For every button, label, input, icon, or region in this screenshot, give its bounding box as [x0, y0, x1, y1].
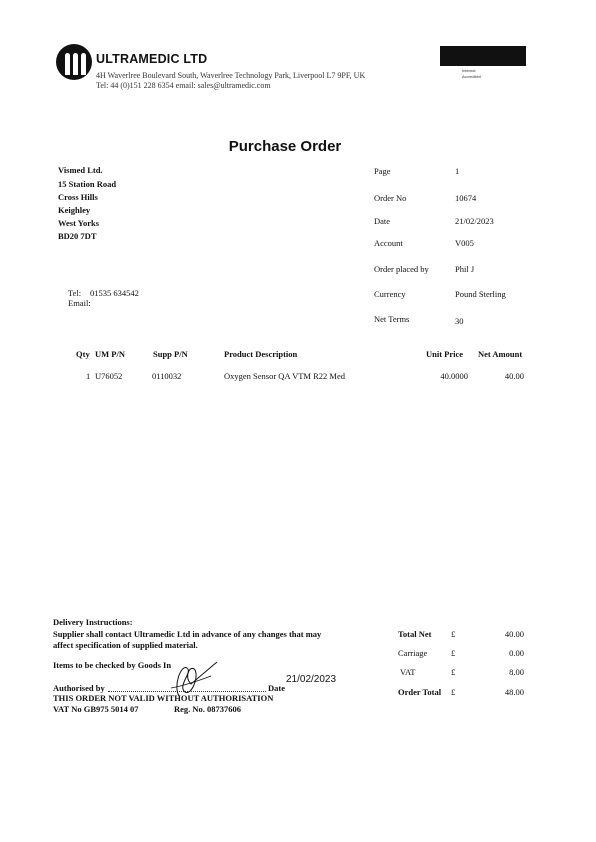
row-net-amount: 40.00 — [504, 371, 524, 381]
net-terms-label: Net Terms — [374, 314, 410, 324]
col-header-description: Product Description — [224, 349, 298, 359]
supplier-address-line-3: Keighley — [58, 205, 91, 215]
company-name: ULTRAMEDIC LTD — [96, 52, 208, 66]
currency-label: Currency — [374, 289, 406, 299]
supplier-postcode: BD20 7DT — [58, 231, 97, 241]
cert-text-1: Internal — [462, 68, 476, 73]
col-header-qty: Qty — [76, 349, 90, 359]
order-total-currency: £ — [451, 687, 456, 697]
total-net-label: Total Net — [398, 629, 432, 639]
company-address: 4H Waverlree Boulevard South, Waverlree Technology Park, Liverpool L7 9PF, UK — [96, 71, 366, 80]
placed-by-value: Phil J — [455, 264, 475, 274]
page-label: Page — [374, 166, 391, 176]
supplier-address-line-2: Cross Hills — [58, 192, 98, 202]
supplier-tel: 01535 634542 — [90, 288, 139, 298]
supplier-address-line-4: West Yorks — [58, 218, 100, 228]
registration-number: Reg. No. 08737606 — [174, 704, 242, 714]
supplier-contact-note-1: Supplier shall contact Ultramedic Ltd in advance of any changes that may — [53, 629, 322, 639]
net-terms-value: 30 — [455, 316, 464, 326]
page-value: 1 — [455, 166, 460, 176]
order-total-label: Order Total — [398, 687, 442, 697]
order-no-label: Order No — [374, 193, 407, 203]
account-label: Account — [374, 238, 403, 248]
vat-value: 8.00 — [509, 667, 524, 677]
order-total-value: 48.00 — [504, 687, 524, 697]
total-net-currency: £ — [451, 629, 456, 639]
authorised-date-value: 21/02/2023 — [286, 674, 337, 685]
col-header-supp-pn: Supp P/N — [153, 349, 188, 359]
carriage-label: Carriage — [398, 648, 428, 658]
delivery-instructions-heading: Delivery Instructions: — [53, 617, 133, 627]
supplier-address-line-1: 15 Station Road — [58, 179, 117, 189]
company-contact: Tel: 44 (0)151 228 6354 email: sales@ultramedic.com — [96, 81, 271, 90]
carriage-currency: £ — [451, 648, 456, 658]
certification-logo — [440, 46, 526, 66]
row-unit-price: 40.0000 — [440, 371, 468, 381]
authorised-date-label: Date — [268, 683, 285, 693]
currency-value: Pound Sterling — [455, 289, 506, 299]
authorisation-warning: THIS ORDER NOT VALID WITHOUT AUTHORISATION — [53, 693, 274, 703]
supplier-email-label: Email: — [68, 298, 91, 308]
authorised-by-label: Authorised by — [53, 683, 105, 693]
goods-in-check-note: Items to be checked by Goods In — [53, 660, 172, 670]
date-value: 21/02/2023 — [455, 216, 494, 226]
supplier-tel-label: Tel: — [68, 288, 82, 298]
vat-currency: £ — [451, 667, 456, 677]
document-title: Purchase Order — [228, 138, 342, 155]
vat-label: VAT — [400, 667, 416, 677]
row-qty: 1 — [86, 371, 91, 381]
supplier-contact-note-2: affect specification of supplied material. — [53, 640, 198, 650]
carriage-value: 0.00 — [509, 648, 524, 658]
vat-number: VAT No GB975 5014 07 — [53, 704, 139, 714]
row-um-pn: U76052 — [95, 371, 123, 381]
col-header-um-pn: UM P/N — [95, 349, 125, 359]
total-net-value: 40.00 — [504, 629, 524, 639]
cert-text-2: Accredited — [462, 74, 481, 79]
col-header-net-amount: Net Amount — [478, 349, 523, 359]
supplier-name: Vismed Ltd. — [58, 165, 103, 175]
col-header-unit-price: Unit Price — [426, 349, 464, 359]
row-supp-pn: 0110032 — [152, 371, 182, 381]
placed-by-label: Order placed by — [374, 264, 429, 274]
account-value: V005 — [455, 238, 474, 248]
order-no-value: 10674 — [455, 193, 477, 203]
row-description: Oxygen Sensor QA VTM R22 Med — [224, 371, 345, 381]
date-label: Date — [374, 216, 391, 226]
company-logo — [56, 44, 92, 80]
